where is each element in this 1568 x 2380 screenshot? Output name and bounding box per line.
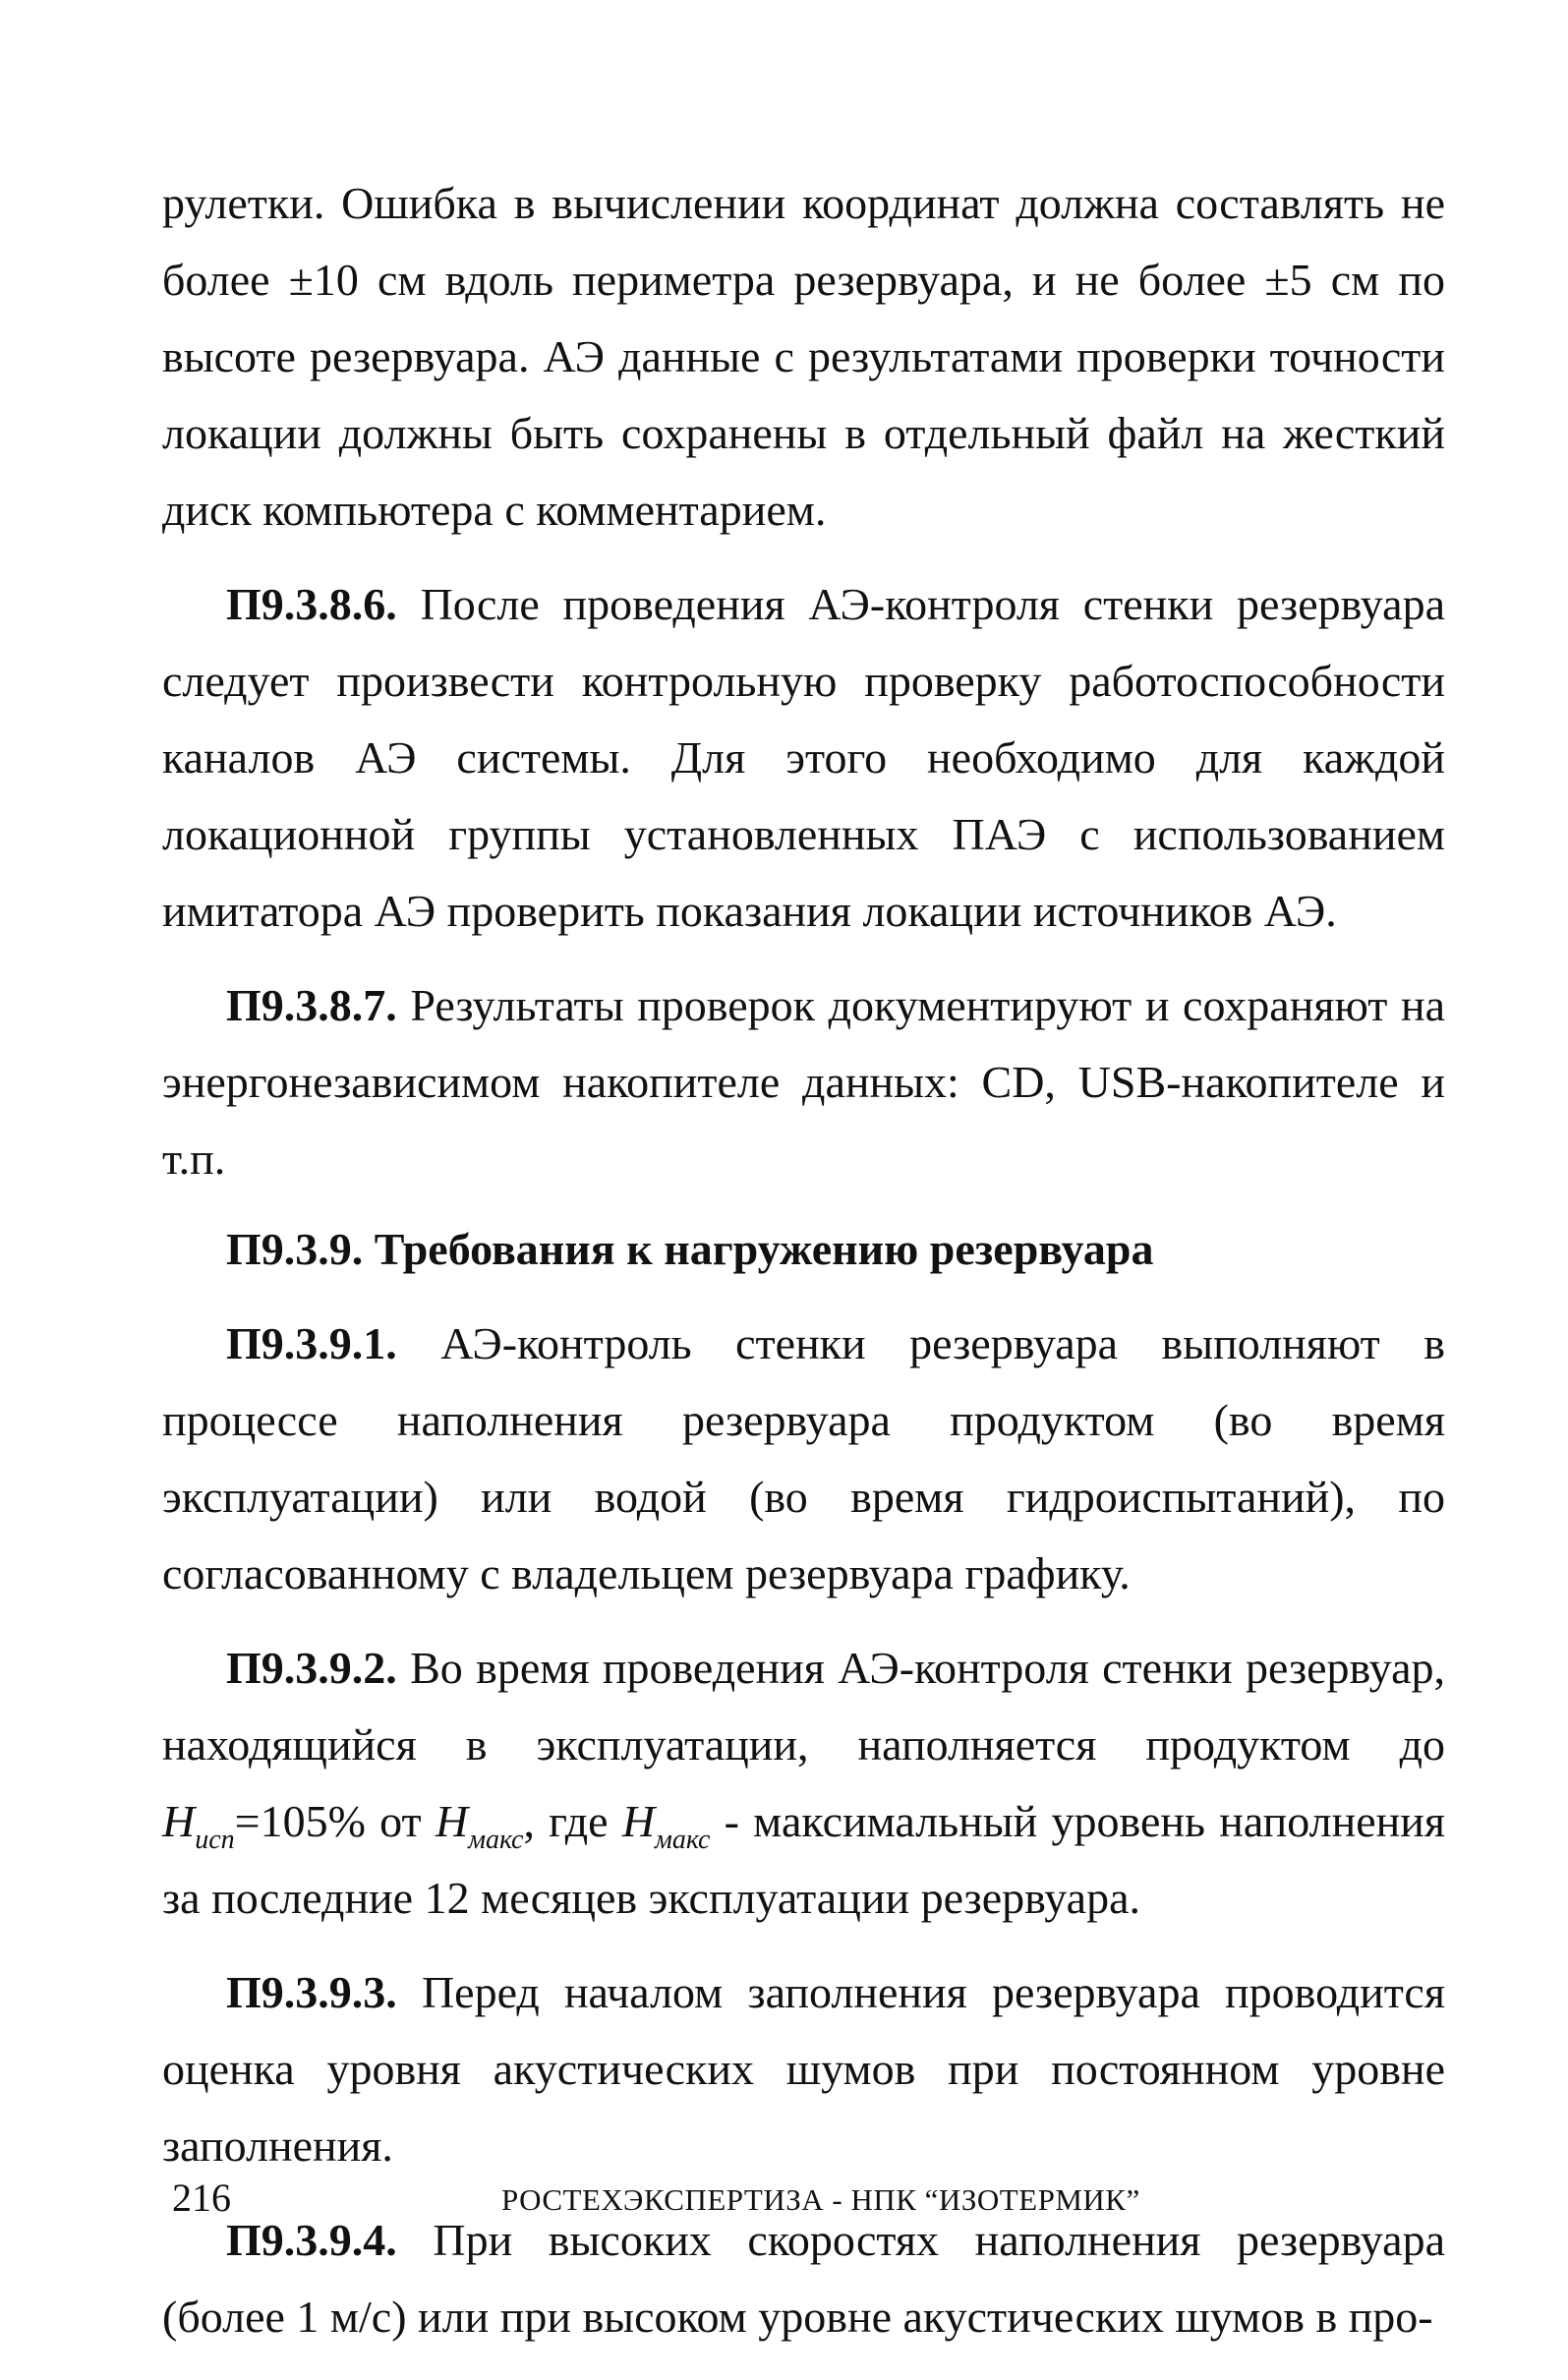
paragraph-number: П9.3.9.2. xyxy=(226,1643,397,1693)
paragraph-text: При высоких скоростях наполнения резервуара (более 1 м/с) или при высоком уровне акустических шумов в про- xyxy=(162,2215,1445,2342)
formula-subscript: макс xyxy=(468,1825,524,1855)
formula-h-symbol: H xyxy=(621,1796,656,1846)
paragraph-p9-3-9-1 xyxy=(162,1306,1445,1612)
paragraph-text-middle: =105% от xyxy=(234,1796,422,1846)
paragraph-text: Результаты проверок документируют и сохраняют на энергонезависимом накопителе данных: CD, USB-накопителе и т.п. xyxy=(162,980,1445,1184)
formula-h-symbol: H xyxy=(435,1796,469,1846)
formula-subscript: исп xyxy=(195,1825,235,1855)
paragraph-text-after: - максимальный уровень наполнения за последние 12 месяцев эксплуатации резервуара. xyxy=(162,1796,1446,1923)
section-heading-p9-3-9 xyxy=(162,1211,1445,1288)
page-number: 216 xyxy=(172,2176,231,2220)
paragraph-p9-3-9-3 xyxy=(162,1954,1445,2184)
formula-subscript: макс xyxy=(655,1825,711,1855)
paragraph-p9-3-9-2 xyxy=(162,1630,1445,1937)
paragraph-text: Перед началом заполнения резервуара проводится оценка уровня акустических шумов при постоянном уровне заполнения. xyxy=(162,1967,1445,2171)
paragraph-p9-3-8-7 xyxy=(162,967,1445,1197)
paragraph-number: П9.3.9.1. xyxy=(226,1318,397,1368)
page-footer xyxy=(162,2175,1445,2234)
paragraph-number: П9.3.8.6. xyxy=(226,579,397,629)
paragraph-number: П9.3.9.4. xyxy=(226,2215,397,2265)
continuation-paragraph xyxy=(162,165,1445,549)
paragraph-p9-3-8-6 xyxy=(162,566,1445,950)
section-heading-text: П9.3.9. Требования к нагружению резервуара xyxy=(226,1224,1154,1274)
paragraph-number: П9.3.8.7. xyxy=(226,980,397,1030)
formula-h-symbol: H xyxy=(162,1796,196,1846)
publisher-line: РОСТЕХЭКСПЕРТИЗА - НПК “ИЗОТЕРМИК” xyxy=(501,2182,1140,2217)
paragraph-text: рулетки. Ошибка в вычислении координат должна составлять не более ±10 см вдоль периметра резервуара, и не более ±5 см по высоте резервуара. АЭ данные с результатами проверки точности локации должны быть сохранены в отдельный файл на жесткий диск компьютера с комментарием. xyxy=(162,178,1445,535)
paragraph-text-before: Во время проведения АЭ-контроля стенки резервуар, находящийся в эксплуатации, наполняется продуктом до xyxy=(162,1643,1445,1770)
paragraph-text: После проведения АЭ-контроля стенки резервуара следует произвести контрольную проверку работоспособности каналов АЭ системы. Для этого необходимо для каждой локационной группы установленных ПАЭ с использованием имитатора АЭ проверить показания локации источников АЭ. xyxy=(162,579,1445,936)
paragraph-text-middle: , где xyxy=(523,1796,609,1846)
body-text xyxy=(162,165,1445,2355)
paragraph-number: П9.3.9.3. xyxy=(226,1967,397,2017)
paragraph-text: АЭ-контроль стенки резервуара выполняют в процессе наполнения резервуара продуктом (во время эксплуатации) или водой (во время гидроиспытаний), по согласованному с владельцем резервуара графику. xyxy=(162,1318,1445,1598)
